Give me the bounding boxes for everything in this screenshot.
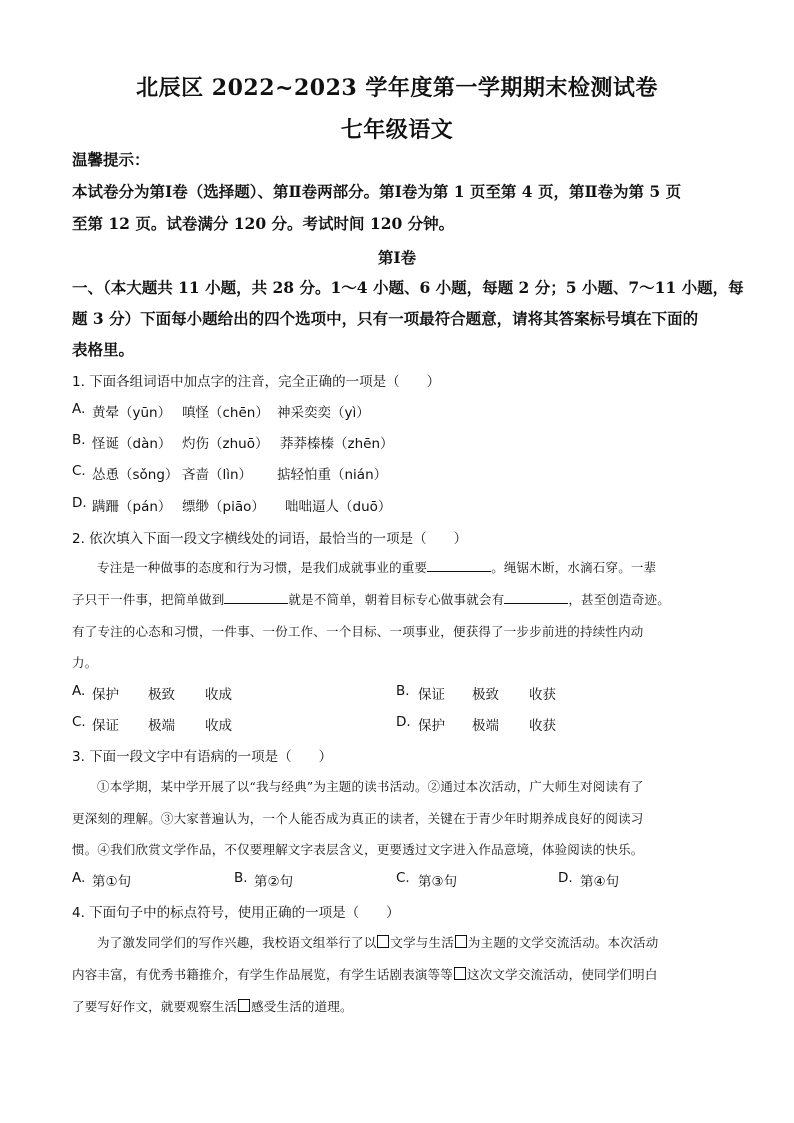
option-word-3: 收获 bbox=[529, 718, 556, 734]
option-word-3: 收获 bbox=[529, 687, 556, 703]
option-word-3: 咄咄逼人（duō） bbox=[285, 499, 392, 515]
option-word-3: 莽莽榛榛（zhēn） bbox=[280, 436, 394, 452]
passage-text: 子只干一件事，把简单做到 bbox=[72, 592, 225, 607]
passage-text: 文学与生活 bbox=[390, 935, 454, 950]
option-letter: A. bbox=[72, 870, 86, 886]
question-2-stem: 2. 依次填入下面一段文字横线处的词语，最恰当的一项是（ ） bbox=[72, 531, 468, 547]
option-word-3: 收成 bbox=[205, 718, 232, 734]
q1-option-b bbox=[72, 432, 394, 452]
option-word-1: 保证 bbox=[418, 687, 445, 703]
option-letter: B. bbox=[72, 432, 86, 448]
option-word-1: 保护 bbox=[418, 718, 445, 734]
passage-text: 这次文学交流活动，使同学们明白 bbox=[467, 967, 658, 982]
q3-option-a bbox=[72, 870, 132, 890]
option-word-3: 掂轻怕重（nián） bbox=[277, 467, 388, 483]
fill-blank-2 bbox=[224, 591, 288, 604]
option-word-2: 极致 bbox=[472, 687, 499, 703]
option-text: 第④句 bbox=[580, 874, 620, 890]
q2-option-d bbox=[396, 714, 556, 734]
q3-passage-line-1: ①本学期，某中学开展了以“我与经典”为主题的读书活动。②通过本次活动，广大师生对阅读有了 bbox=[97, 779, 644, 794]
option-letter: A. bbox=[72, 401, 86, 417]
passage-text: 。绳锯木断，水滴石穿。一辈 bbox=[491, 560, 657, 575]
q4-passage-line-2 bbox=[72, 965, 722, 983]
q2-passage-line-3: 有了专注的心态和习惯，一件事、一份工作、一个目标、一项事业，便获得了一步步前进的持续性内动 bbox=[72, 624, 644, 639]
q4-passage-line-3 bbox=[72, 997, 722, 1015]
option-letter: A. bbox=[72, 683, 86, 699]
page-subtitle: 七年级语文 bbox=[340, 117, 454, 143]
q2-option-b bbox=[396, 683, 556, 703]
passage-text: 专注是一种做事的态度和行为习惯，是我们成就事业的重要 bbox=[97, 560, 428, 575]
option-word-2: 极端 bbox=[148, 718, 175, 734]
q2-passage-line-4: 力。 bbox=[72, 655, 98, 670]
option-letter: C. bbox=[72, 463, 86, 479]
option-word-2: 缥缈（piāo） bbox=[182, 499, 265, 515]
q2-passage-line-2 bbox=[72, 590, 722, 608]
option-letter: D. bbox=[558, 870, 573, 886]
q3-option-b bbox=[234, 870, 294, 890]
option-word-1: 保证 bbox=[92, 718, 119, 734]
option-text: 第①句 bbox=[92, 874, 132, 890]
q2-option-c bbox=[72, 714, 232, 734]
notice-line-1: 本试卷分为第Ⅰ卷（选择题）、第Ⅱ卷两部分。第Ⅰ卷为第 1 页至第 4 页，第Ⅱ卷为第 5 页 bbox=[72, 182, 682, 201]
q3-option-d bbox=[558, 870, 620, 890]
section-intro-2: 题 3 分）下面每小题给出的四个选项中，只有一项最符合题意，请将其答案标号填在下面的 bbox=[72, 309, 699, 328]
punctuation-box-1 bbox=[377, 935, 389, 948]
q2-option-a bbox=[72, 683, 232, 703]
option-text: 第③句 bbox=[418, 874, 458, 890]
option-word-3: 收成 bbox=[205, 687, 232, 703]
q3-passage-line-2: 更深刻的理解。③大家普遍认为，一个人能否成为真正的读者，关键在于青少年时期养成良好的阅读习 bbox=[72, 811, 644, 826]
section-intro-3: 表格里。 bbox=[72, 340, 135, 359]
section-intro-1: 一、（本大题共 11 小题，共 28 分。1～4 小题、6 小题，每题 2 分；5 小题、7～11 小题，每 bbox=[72, 278, 744, 297]
question-3-stem: 3. 下面一段文字中有语病的一项是（ ） bbox=[72, 749, 333, 765]
fill-blank-1 bbox=[427, 559, 491, 572]
option-word-2: 吝啬（lìn） bbox=[182, 467, 253, 483]
q1-option-a bbox=[72, 401, 370, 421]
q3-passage-line-3: 惯。④我们欣赏文学作品，不仅要理解文字表层含义，更要透过文字进入作品意境，体验阅读的快乐。 bbox=[72, 842, 644, 857]
option-letter: C. bbox=[396, 870, 410, 886]
option-word-1: 怪诞（dàn） bbox=[92, 436, 172, 452]
q4-passage-line-1 bbox=[97, 933, 722, 951]
option-word-2: 嗔怪（chēn） bbox=[182, 405, 269, 421]
notice-heading: 温馨提示： bbox=[72, 150, 150, 169]
option-word-2: 灼伤（zhuō） bbox=[182, 436, 269, 452]
q3-option-c bbox=[396, 870, 458, 890]
option-word-1: 蹒跚（pán） bbox=[92, 499, 172, 515]
option-word-1: 保护 bbox=[92, 687, 119, 703]
option-word-2: 极致 bbox=[148, 687, 175, 703]
passage-text: 感受生活的道理。 bbox=[251, 999, 353, 1014]
q1-option-c bbox=[72, 463, 388, 483]
option-word-1: 黄晕（yūn） bbox=[92, 405, 172, 421]
question-1-stem: 1. 下面各组词语中加点字的注音，完全正确的一项是（ ） bbox=[72, 374, 441, 390]
passage-text: ，甚至创造奇迹。 bbox=[568, 592, 670, 607]
passage-text: 为主题的文学交流活动。本次活动 bbox=[467, 935, 659, 950]
q2-passage-line-1 bbox=[97, 558, 722, 576]
part-heading: 第Ⅰ卷 bbox=[377, 248, 417, 267]
option-letter: C. bbox=[72, 714, 86, 730]
notice-line-2: 至第 12 页。试卷满分 120 分。考试时间 120 分钟。 bbox=[72, 214, 455, 233]
option-word-2: 极端 bbox=[472, 718, 499, 734]
page-title: 北辰区 2022~2023 学年度第一学期期末检测试卷 bbox=[136, 75, 658, 101]
fill-blank-3 bbox=[504, 591, 568, 604]
punctuation-box-3 bbox=[454, 967, 466, 980]
question-4-stem: 4. 下面句子中的标点符号，使用正确的一项是（ ） bbox=[72, 905, 400, 921]
passage-text: 内容丰富，有优秀书籍推介，有学生作品展览，有学生话剧表演等等 bbox=[72, 967, 454, 982]
option-letter: B. bbox=[234, 870, 248, 886]
option-word-1: 怂恿（sǒng） bbox=[92, 467, 179, 483]
punctuation-box-4 bbox=[238, 999, 250, 1012]
passage-text: 为了激发同学们的写作兴趣，我校语文组举行了以 bbox=[97, 935, 377, 950]
option-letter: D. bbox=[396, 714, 411, 730]
q1-option-d bbox=[72, 495, 392, 515]
option-letter: B. bbox=[396, 683, 410, 699]
option-letter: D. bbox=[72, 495, 87, 511]
passage-text: 了要写好作文，就要观察生活 bbox=[72, 999, 238, 1014]
option-word-3: 神采奕奕（yì） bbox=[277, 405, 370, 421]
punctuation-box-2 bbox=[455, 935, 467, 948]
passage-text: 就是不简单，朝着目标专心做事就会有 bbox=[288, 592, 505, 607]
option-text: 第②句 bbox=[254, 874, 294, 890]
